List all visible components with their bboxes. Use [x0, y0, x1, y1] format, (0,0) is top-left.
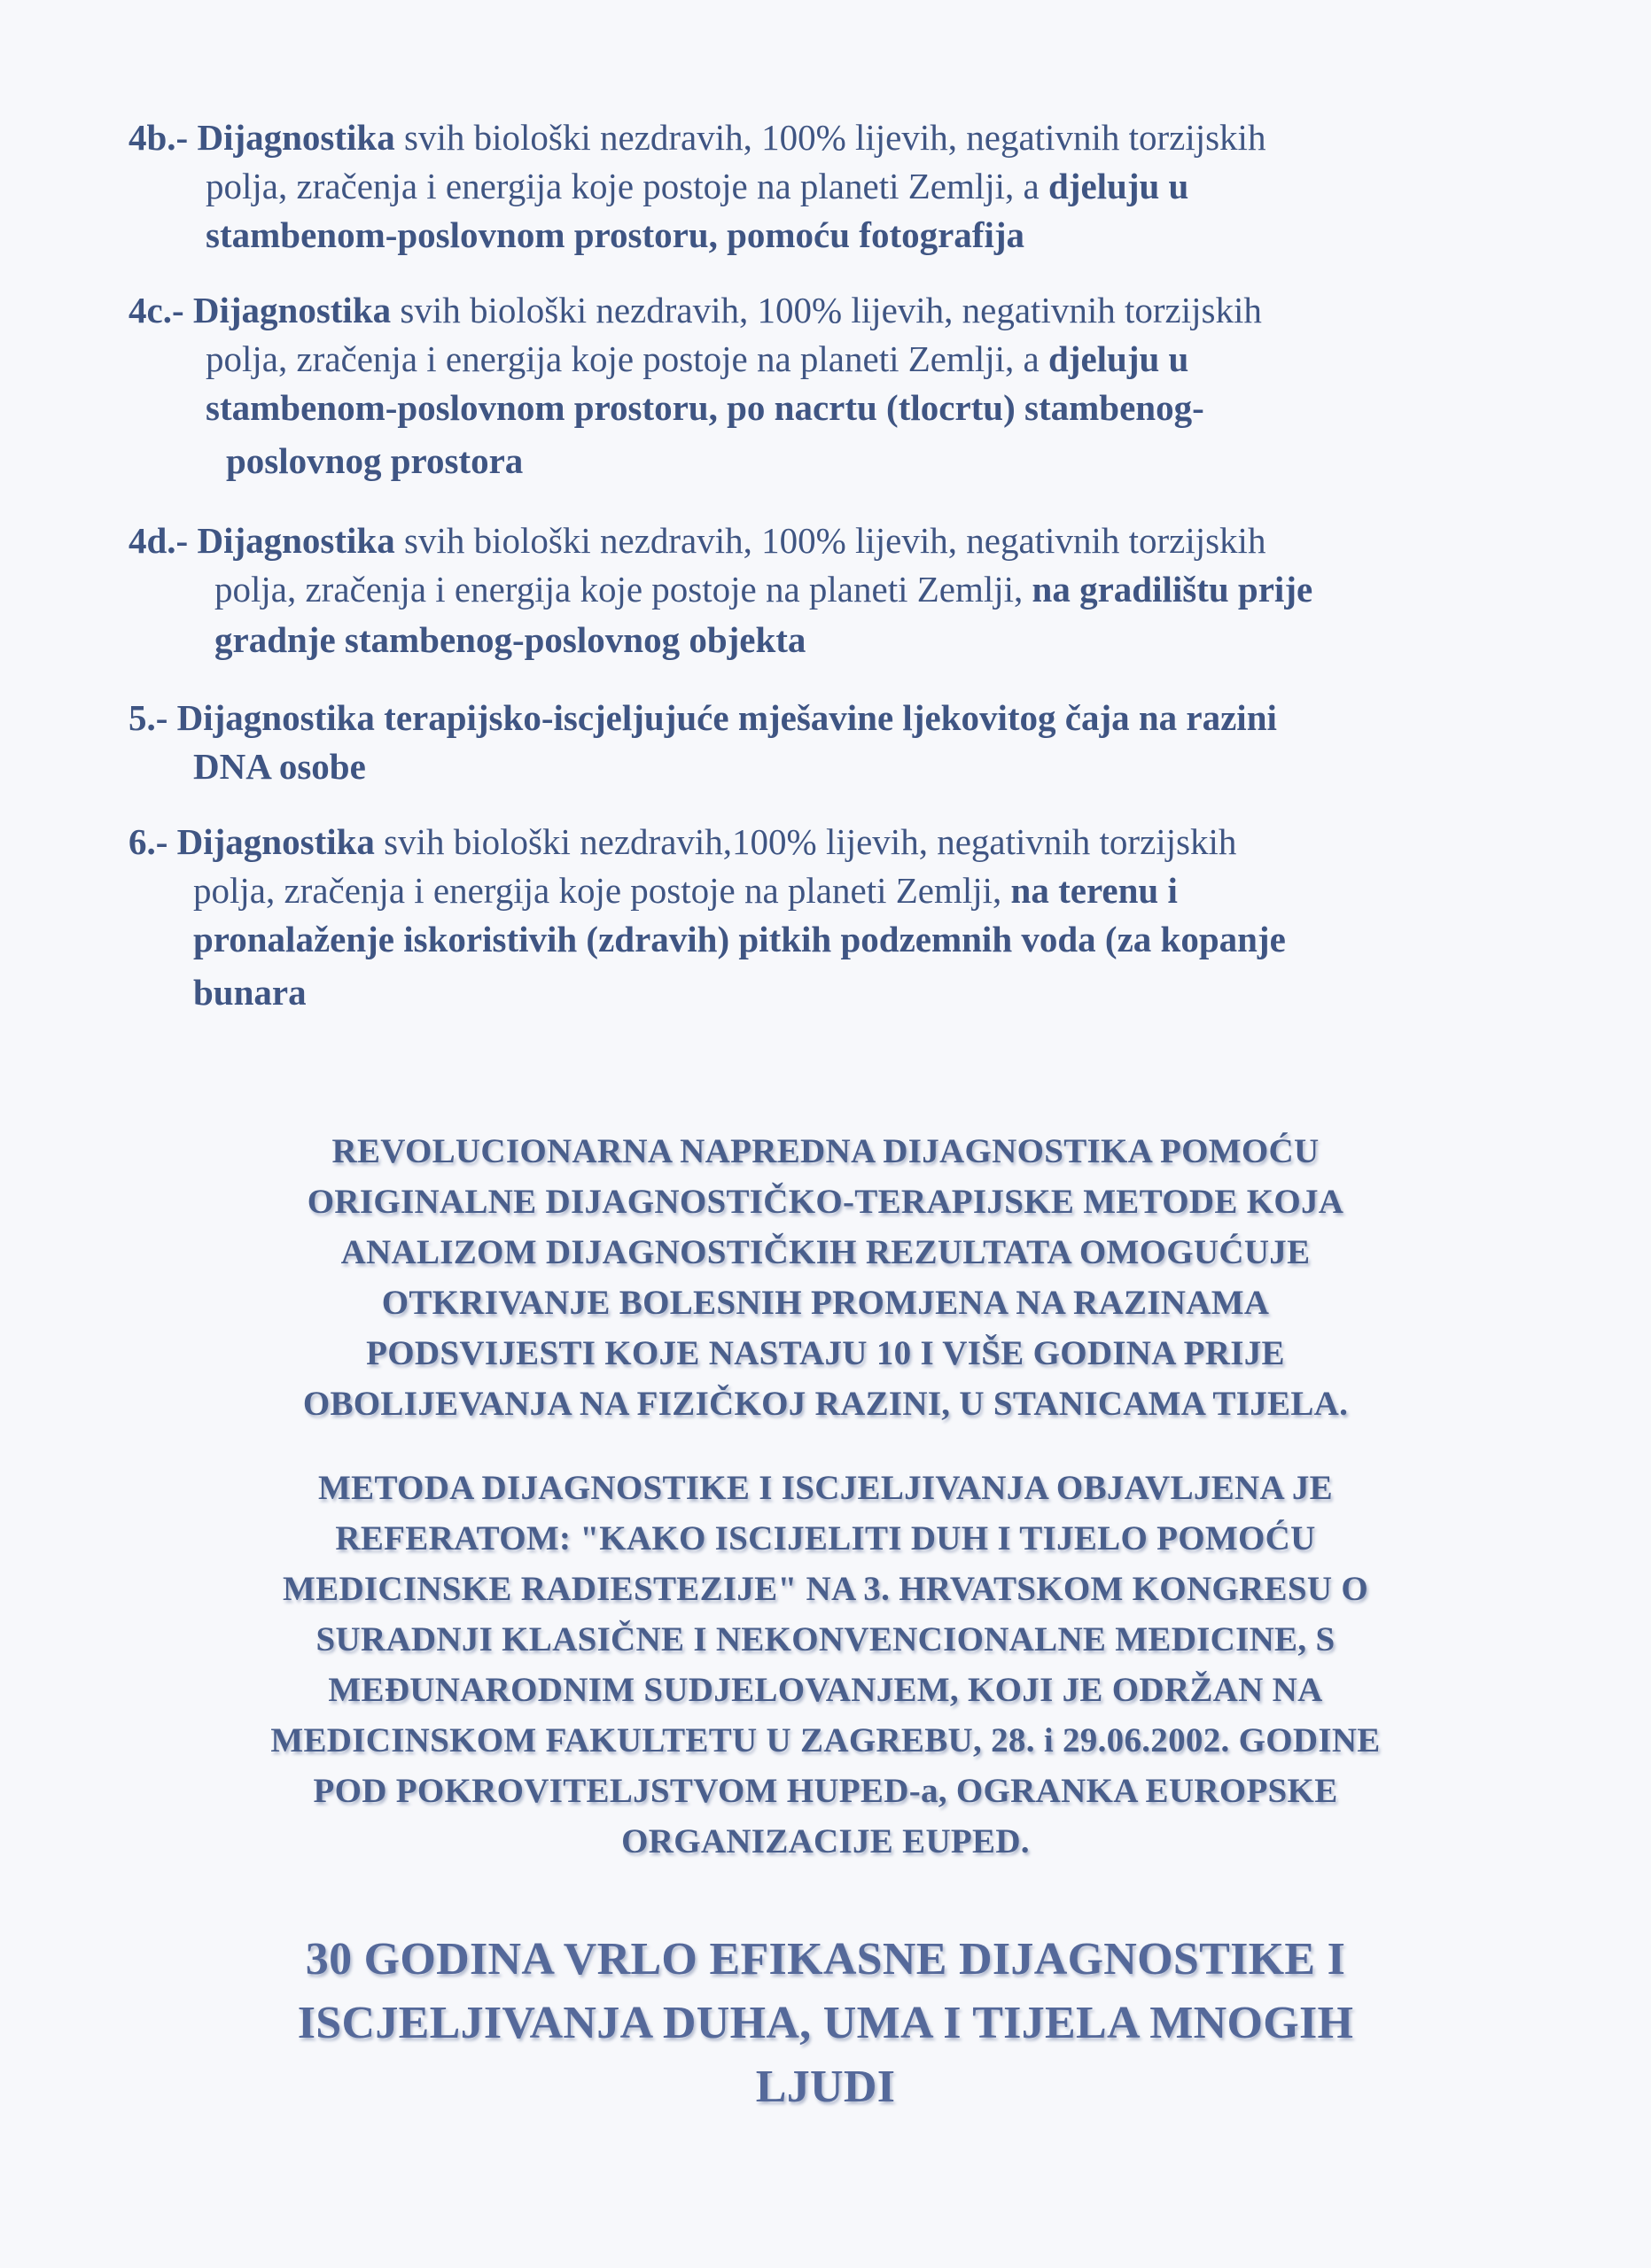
bold-text: djeluju u	[1048, 166, 1189, 206]
text: polja, zračenja i energija koje postoje na planeti Zemlji,	[214, 569, 1032, 610]
heading-line: PODSVIJESTI KOJE NASTAJU 10 I VIŠE GODINA PRIJE	[366, 1334, 1285, 1372]
text: polja, zračenja i energija koje postoje na planeti Zemlji, a	[206, 166, 1048, 206]
list-item-line	[128, 288, 1262, 332]
list-item-line	[128, 695, 1277, 740]
item-number: 4c.-	[128, 290, 184, 330]
text: svih biološki nezdravih, 100% lijevih, negativnih torzijskih	[394, 520, 1266, 561]
text: svih biološki nezdravih,100% lijevih, negativnih torzijskih	[374, 821, 1237, 862]
bold-text: Dijagnostika	[176, 821, 375, 862]
list-item-line	[206, 337, 1188, 381]
item-number: 5.-	[128, 697, 168, 738]
item-number: 4d.-	[128, 520, 189, 561]
heading-line: MEĐUNARODNIM SUDJELOVANJEM, KOJI JE ODRŽAN NA	[328, 1671, 1323, 1709]
bold-text: na terenu i	[1010, 870, 1178, 911]
list-item-line	[128, 115, 1266, 159]
heading-line: ORGANIZACIJE EUPED.	[621, 1822, 1030, 1860]
heading-line: LJUDI	[755, 2062, 896, 2112]
bold-text: DNA osobe	[193, 746, 366, 787]
heading-line: OTKRIVANJE BOLESNIH PROMJENA NA RAZINAMA	[381, 1284, 1270, 1322]
text: polja, zračenja i energija koje postoje na planeti Zemlji,	[193, 870, 1011, 911]
list-item-line	[206, 164, 1188, 208]
heading-line: 30 GODINA VRLO EFIKASNE DIJAGNOSTIKE I	[305, 1934, 1346, 1984]
item-number: 4b.-	[128, 117, 189, 158]
heading-line: ORIGINALNE DIJAGNOSTIČKO-TERAPIJSKE METODE KOJA	[307, 1183, 1344, 1221]
heading-line: SURADNJI KLASIČNE I NEKONVENCIONALNE MEDICINE, S	[315, 1620, 1336, 1658]
text: svih biološki nezdravih, 100% lijevih, negativnih torzijskih	[394, 117, 1266, 158]
heading-line: METODA DIJAGNOSTIKE I ISCJELJIVANJA OBJAVLJENA JE	[318, 1469, 1333, 1507]
bold-text: pronalaženje iskoristivih (zdravih) pitkih podzemnih voda (za kopanje	[193, 919, 1286, 959]
list-item-line	[193, 970, 307, 1014]
list-item-line	[193, 868, 1178, 913]
list-item-line	[193, 917, 1286, 961]
bold-text: Dijagnostika	[197, 520, 395, 561]
bold-text: stambenom-poslovnom prostoru, po nacrtu (tlocrtu) stambenog-	[206, 387, 1204, 428]
heading-line: POD POKROVITELJSTVOM HUPED-a, OGRANKA EUROPSKE	[313, 1772, 1338, 1810]
bold-text: na gradilištu prije	[1032, 569, 1313, 610]
list-item-line	[206, 213, 1024, 257]
list-item-line	[214, 617, 806, 662]
heading-line: OBOLIJEVANJA NA FIZIČKOJ RAZINI, U STANICAMA TIJELA.	[302, 1385, 1349, 1423]
heading-line: REFERATOM: "KAKO ISCIJELITI DUH I TIJELO POMOĆU	[335, 1519, 1316, 1557]
bold-text: poslovnog prostora	[226, 440, 524, 481]
bold-text: gradnje stambenog-poslovnog objekta	[214, 619, 806, 660]
bold-text: stambenom-poslovnom prostoru, pomoću fotografija	[206, 214, 1025, 255]
bold-text: bunara	[193, 972, 307, 1013]
heading-line: REVOLUCIONARNA NAPREDNA DIJAGNOSTIKA POMOĆU	[331, 1132, 1320, 1170]
text: polja, zračenja i energija koje postoje na planeti Zemlji, a	[206, 338, 1048, 379]
text: svih biološki nezdravih, 100% lijevih, negativnih torzijskih	[391, 290, 1262, 330]
list-item-line	[193, 744, 366, 788]
list-item-line	[128, 518, 1266, 563]
bold-text: djeluju u	[1048, 338, 1189, 379]
list-item-line	[226, 439, 523, 483]
list-item-line	[206, 385, 1204, 430]
list-item-line	[214, 567, 1312, 611]
heading-line: ANALIZOM DIJAGNOSTIČKIH REZULTATA OMOGUĆUJE	[340, 1233, 1311, 1271]
heading-line: MEDICINSKE RADIESTEZIJE" NA 3. HRVATSKOM KONGRESU O	[283, 1570, 1368, 1608]
item-number: 6.-	[128, 821, 168, 862]
bold-text: Dijagnostika	[192, 290, 392, 330]
bold-text: Dijagnostika	[197, 117, 395, 158]
heading-line: MEDICINSKOM FAKULTETU U ZAGREBU, 28. i 29.06.2002. GODINE	[270, 1721, 1381, 1759]
heading-line: ISCJELJIVANJA DUHA, UMA I TIJELA MNOGIH	[297, 1998, 1354, 2048]
list-item-line	[128, 819, 1236, 864]
bold-text: Dijagnostika terapijsko-iscjeljujuće mješavine ljekovitog čaja na razini	[176, 697, 1277, 738]
